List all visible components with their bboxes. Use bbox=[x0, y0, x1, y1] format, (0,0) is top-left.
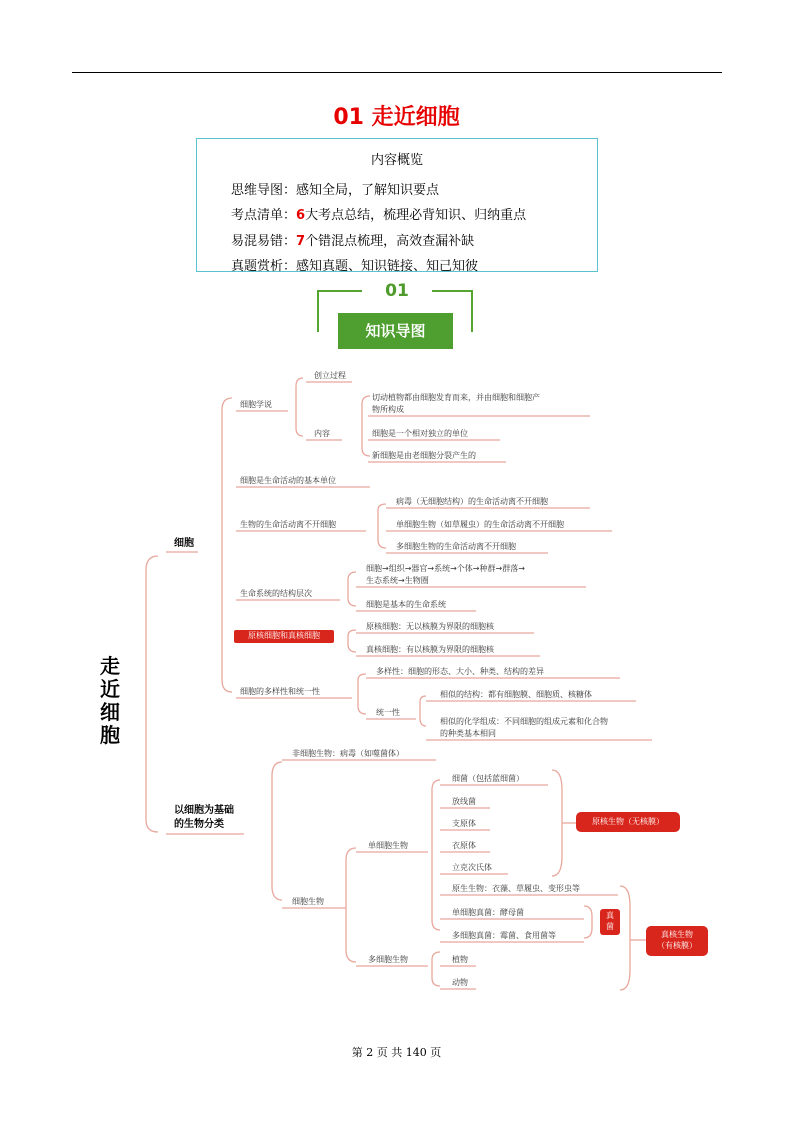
node-unicell: 单细胞生物 bbox=[368, 841, 408, 850]
branch-classify-line2: 的生物分类 bbox=[174, 819, 224, 830]
node-theory-3: 新细胞是由老细胞分裂产生的 bbox=[372, 451, 476, 460]
node-life-activity: 生物的生命活动离不开细胞 bbox=[240, 520, 336, 529]
node-cell-organism: 细胞生物 bbox=[292, 897, 324, 906]
node-levels-seq-a: 细胞→组织→器官→系统→个体→种群→群落→ bbox=[366, 564, 525, 573]
node-multi-fungi: 多细胞真菌：霉菌、食用菌等 bbox=[452, 931, 556, 940]
branch-cell: 细胞 bbox=[174, 538, 194, 549]
node-eu-cell: 真核细胞：有以核膜为界限的细胞核 bbox=[366, 645, 494, 654]
node-virus: 病毒（无细胞结构）的生命活动离不开细胞 bbox=[396, 497, 548, 506]
node-mycoplasma: 支原体 bbox=[452, 819, 476, 828]
overview-line-exam: 真题赏析：感知真题、知识链接、知己知彼 bbox=[231, 259, 479, 274]
node-unity-structure: 相似的结构：都有细胞膜、细胞质、核糖体 bbox=[440, 690, 592, 699]
node-multicell-life: 多细胞生物的生命活动离不开细胞 bbox=[396, 542, 516, 551]
node-plant: 植物 bbox=[452, 955, 468, 964]
mindmap-root-char-1: 走 bbox=[100, 654, 120, 678]
node-theory-2: 细胞是一个相对独立的单位 bbox=[372, 429, 468, 438]
node-fungi-box: 真 菌 bbox=[600, 909, 620, 935]
section-label: 知识导图 bbox=[338, 313, 453, 349]
branch-classify-line1: 以细胞为基础 bbox=[174, 805, 234, 816]
node-unicell-life: 单细胞生物（如草履虫）的生命活动离不开细胞 bbox=[396, 520, 564, 529]
node-eukaryote-box: 真核生物 （有核膜） bbox=[646, 926, 708, 956]
overview-line-mindmap: 思维导图：感知全局，了解知识要点 bbox=[231, 183, 440, 198]
overview-heading: 内容概览 bbox=[370, 153, 423, 168]
node-bacteria: 细菌（包括蓝细菌） bbox=[452, 774, 524, 783]
node-unity: 统一性 bbox=[376, 708, 400, 717]
overview-line-checklist: 考点清单：6大考点总结，梳理必背知识、归纳重点 bbox=[231, 208, 527, 223]
node-uni-fungi: 单细胞真菌：酵母菌 bbox=[452, 908, 524, 917]
page-footer: 第 2 页 共 140 页 bbox=[351, 1046, 442, 1059]
node-diversity-unity: 细胞的多样性和统一性 bbox=[240, 687, 320, 696]
node-multicell: 多细胞生物 bbox=[368, 955, 408, 964]
node-unity-chem-b: 的种类基本相同 bbox=[440, 729, 496, 738]
node-founding: 创立过程 bbox=[314, 371, 346, 380]
node-pro-eu-highlight: 原核细胞和真核细胞 bbox=[234, 630, 334, 643]
node-cell-theory: 细胞学说 bbox=[240, 400, 272, 409]
mindmap-root-char-3: 细 bbox=[100, 700, 120, 724]
page-title: 01 走近细胞 bbox=[333, 105, 460, 130]
node-levels-seq-b: 生态系统→生物圈 bbox=[366, 576, 429, 585]
node-diversity: 多样性：细胞的形态、大小、种类、结构的差异 bbox=[376, 667, 544, 676]
node-chlamydia: 衣原体 bbox=[452, 841, 476, 850]
node-prokaryote-box: 原核生物（无核膜） bbox=[576, 812, 680, 832]
node-levels: 生命系统的结构层次 bbox=[240, 589, 312, 598]
node-protist: 原生生物：衣藻、草履虫、变形虫等 bbox=[452, 884, 580, 893]
node-theory-1a: 切动植物都由细胞发育而来，并由细胞和细胞产 bbox=[372, 393, 540, 402]
node-animal: 动物 bbox=[452, 978, 468, 987]
node-actino: 放线菌 bbox=[452, 797, 476, 806]
overview-line-mistakes: 易混易错：7个错混点梳理，高效查漏补缺 bbox=[231, 234, 475, 249]
node-levels-basic: 细胞是基本的生命系统 bbox=[366, 600, 446, 609]
section-number: 01 bbox=[362, 281, 432, 305]
node-basic-unit: 细胞是生命活动的基本单位 bbox=[240, 476, 336, 485]
node-noncell: 非细胞生物：病毒（如噬菌体） bbox=[292, 749, 404, 758]
node-rickettsia: 立克次氏体 bbox=[452, 863, 492, 872]
node-unity-chem-a: 相似的化学组成：不同细胞的组成元素和化合物 bbox=[440, 717, 608, 726]
node-content: 内容 bbox=[314, 429, 330, 438]
node-theory-1b: 物所构成 bbox=[372, 405, 404, 414]
mindmap-root-char-2: 近 bbox=[100, 677, 120, 701]
node-pro-cell: 原核细胞：无以核膜为界限的细胞核 bbox=[366, 622, 494, 631]
mindmap-root-char-4: 胞 bbox=[100, 723, 120, 747]
